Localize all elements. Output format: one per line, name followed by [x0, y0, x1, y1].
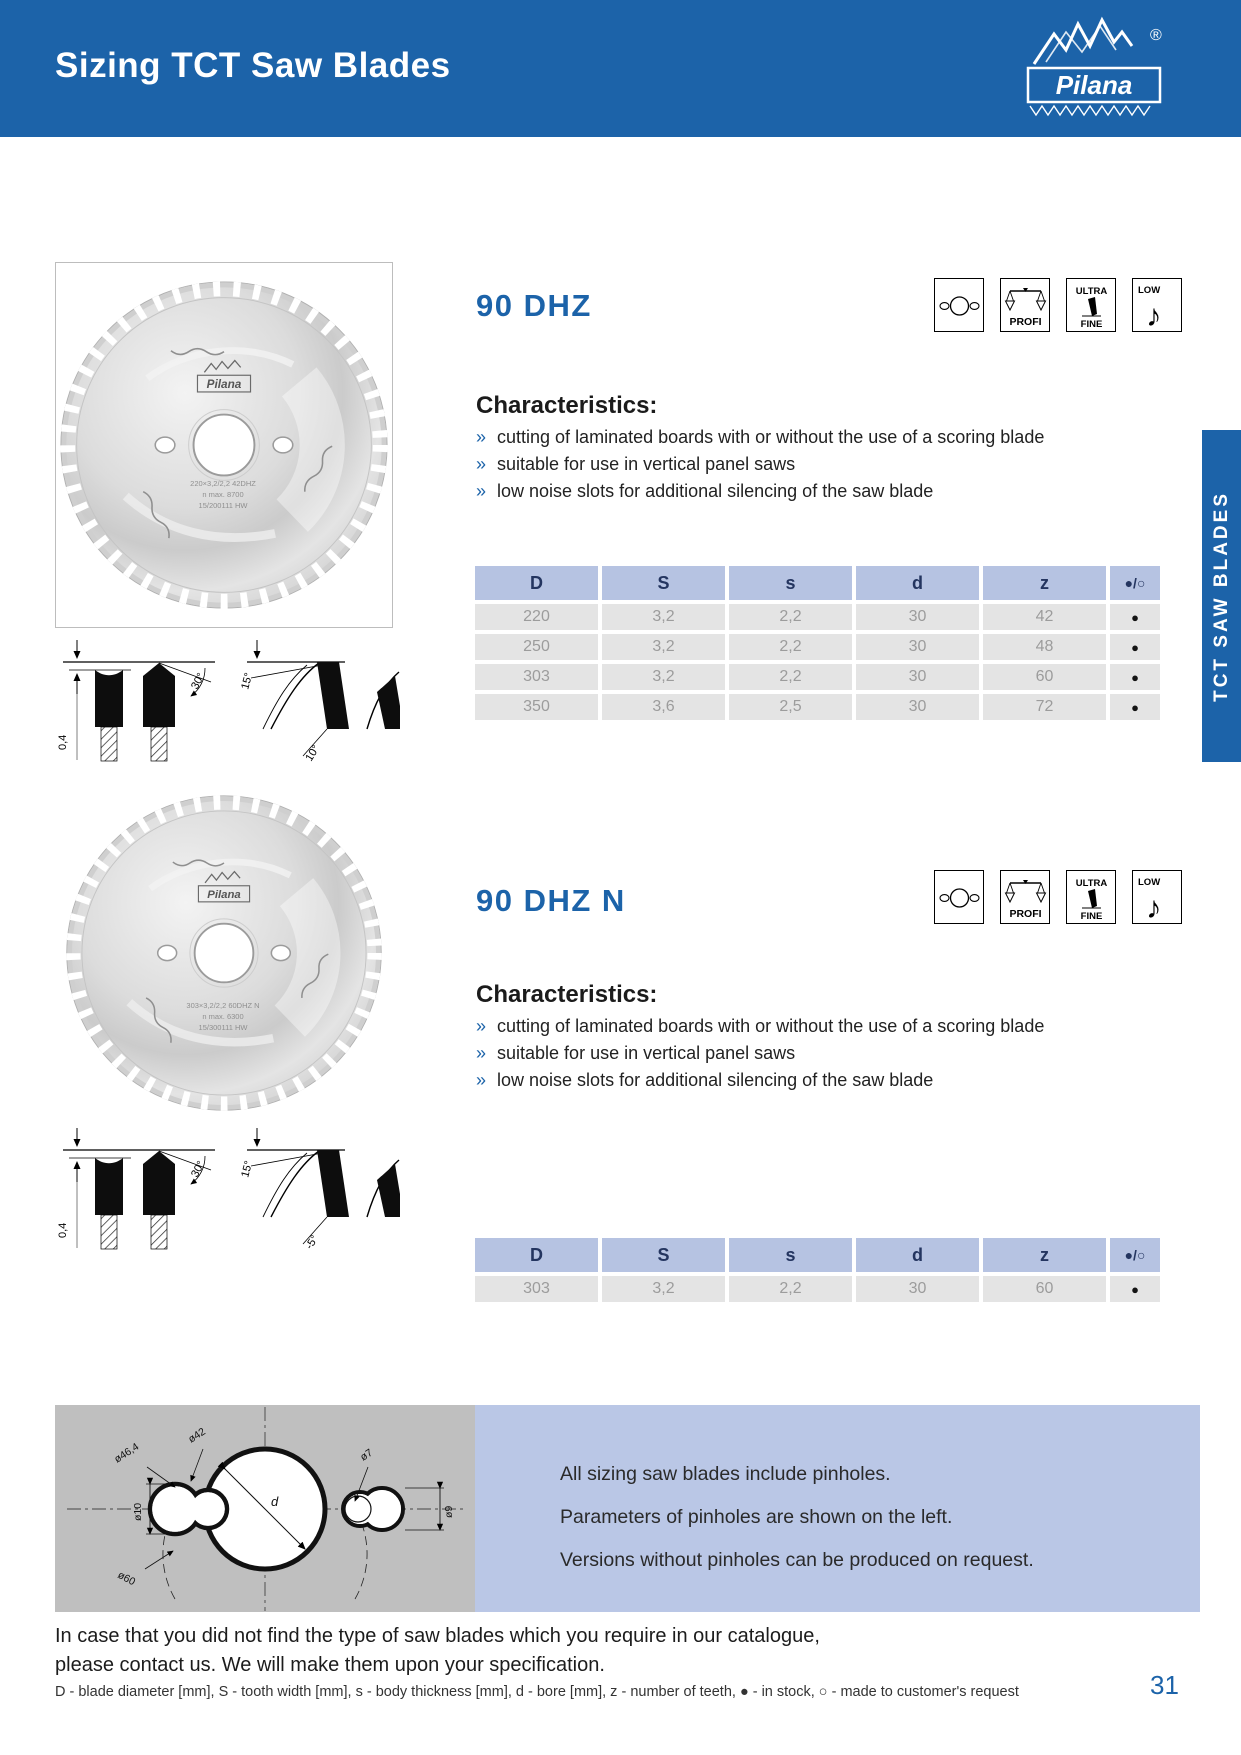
profi-label: PROFI — [1008, 315, 1042, 328]
tooth-geometry-diagram-1 — [55, 632, 400, 774]
cell-z: 48 — [983, 634, 1106, 660]
feature-icons-row-1 — [934, 278, 1182, 332]
blade-marking-line: 303×3,2/2,2 60DHZ N — [186, 1001, 260, 1010]
side-tab-label: TCT SAW BLADES — [1210, 490, 1232, 702]
characteristic-item — [476, 1067, 1044, 1094]
label-bore: d — [271, 1494, 279, 1509]
column-header: z — [983, 1238, 1106, 1272]
cell-stock: ● — [1110, 1276, 1160, 1302]
cell-D: 220 — [475, 604, 598, 630]
cell-z: 60 — [983, 1276, 1106, 1302]
characteristics-title-1: Characteristics: — [476, 392, 658, 419]
cell-stock: ● — [1110, 694, 1160, 720]
music-note-icon: ♪ — [1145, 297, 1161, 330]
column-header: S — [602, 566, 725, 600]
characteristic-item — [476, 424, 1044, 451]
bullet-glyph: » — [476, 1016, 487, 1036]
dim-hook-angle: 15° — [239, 671, 256, 691]
cell-S: 3,2 — [602, 634, 725, 660]
characteristics-list-1 — [476, 424, 1044, 505]
model-heading-90dhzn: 90 DHZ N — [476, 883, 626, 918]
label-dia42: ø42 — [186, 1425, 208, 1446]
dim-hook-angle: 15° — [239, 1159, 256, 1179]
column-header-stock: ●/○ — [1110, 1238, 1160, 1272]
cell-d: 30 — [856, 664, 979, 690]
column-header: S — [602, 1238, 725, 1272]
table-header-row — [475, 566, 1160, 600]
cell-S: 3,2 — [602, 664, 725, 690]
fine-label: FINE — [1080, 910, 1102, 922]
cell-s: 2,2 — [729, 604, 852, 630]
cell-d: 30 — [856, 1276, 979, 1302]
cell-D: 250 — [475, 634, 598, 660]
pilana-logo — [1012, 10, 1182, 120]
cell-S: 3,6 — [602, 694, 725, 720]
model-heading-90dhz: 90 DHZ — [476, 288, 592, 323]
blade-marking-line: n max. 6300 — [202, 1012, 244, 1021]
blade-marking-line: 15/300111 HW — [198, 1023, 248, 1032]
cell-D: 303 — [475, 664, 598, 690]
characteristic-item — [476, 451, 1044, 478]
table-row — [475, 694, 1160, 720]
column-header: z — [983, 566, 1106, 600]
pinhole-info-line: Parameters of pinholes are shown on the left. — [560, 1506, 953, 1528]
bullet-glyph: » — [476, 427, 487, 447]
ultra-fine-badge-icon — [1066, 870, 1116, 924]
low-label: LOW — [1137, 876, 1160, 888]
profi-badge-icon — [1000, 870, 1050, 924]
characteristic-text: low noise slots for additional silencing of the saw blade — [497, 481, 934, 501]
cell-stock: ● — [1110, 634, 1160, 660]
footer-note — [55, 1622, 820, 1680]
column-header: s — [729, 1238, 852, 1272]
column-header: D — [475, 566, 598, 600]
cell-s: 2,5 — [729, 694, 852, 720]
column-header: s — [729, 566, 852, 600]
characteristic-item — [476, 1013, 1044, 1040]
pinhole-diagram — [55, 1405, 475, 1612]
characteristic-text: suitable for use in vertical panel saws — [497, 1043, 796, 1063]
feature-icons-row-2 — [934, 870, 1182, 924]
characteristics-list-2 — [476, 1013, 1044, 1094]
column-header-stock: ●/○ — [1110, 566, 1160, 600]
cell-z: 60 — [983, 664, 1106, 690]
saw-blade-photo-1 — [55, 262, 393, 628]
characteristic-item — [476, 1040, 1044, 1067]
blade-marking-1 — [158, 478, 288, 511]
cell-d: 30 — [856, 634, 979, 660]
pinhole-info-text — [560, 1453, 1034, 1582]
profi-label: PROFI — [1008, 907, 1042, 920]
cell-s: 2,2 — [729, 634, 852, 660]
ultra-fine-badge-icon — [1066, 278, 1116, 332]
music-note-icon: ♪ — [1145, 889, 1161, 922]
saw-blade-image — [57, 792, 391, 1114]
page-header — [0, 0, 1241, 137]
page-number: 31 — [1150, 1670, 1179, 1700]
spec-table-90dhzn — [471, 1234, 1164, 1306]
page-title: Sizing TCT Saw Blades — [55, 46, 451, 85]
footer-note-line: In case that you did not find the type of saw blades which you require in our catalogue, — [55, 1625, 820, 1647]
label-dia60: ø60 — [115, 1569, 138, 1589]
label-dia7: ø7 — [358, 1446, 375, 1464]
table-row — [475, 1276, 1160, 1302]
cell-d: 30 — [856, 604, 979, 630]
label-dia9: ø9 — [443, 1505, 455, 1518]
characteristic-text: cutting of laminated boards with or without the use of a scoring blade — [497, 427, 1045, 447]
characteristics-title-2: Characteristics: — [476, 981, 658, 1008]
saw-blade-image — [57, 264, 391, 626]
dim-bevel-angle: 30° — [189, 671, 208, 692]
blade-marking-line: n max. 8700 — [202, 490, 244, 499]
cell-D: 350 — [475, 694, 598, 720]
brand-name: Pilana — [1055, 70, 1133, 100]
characteristic-text: low noise slots for additional silencing of the saw blade — [497, 1070, 934, 1090]
saw-blade-photo-2 — [57, 792, 391, 1114]
pinhole-info-line: Versions without pinholes can be produced on request. — [560, 1549, 1034, 1571]
low-noise-badge-icon — [1132, 278, 1182, 332]
table-row — [475, 664, 1160, 690]
low-label: LOW — [1137, 284, 1160, 296]
ultra-label: ULTRA — [1075, 285, 1107, 297]
table-header-row — [475, 1238, 1160, 1272]
characteristic-text: cutting of laminated boards with or without the use of a scoring blade — [497, 1016, 1045, 1036]
label-dia46: ø46,4 — [112, 1440, 142, 1466]
cell-s: 2,2 — [729, 664, 852, 690]
cell-S: 3,2 — [602, 604, 725, 630]
blade-marking-line: 15/200111 HW — [198, 501, 248, 510]
cell-stock: ● — [1110, 604, 1160, 630]
footer-legend: D - blade diameter [mm], S - tooth width [mm], s - body thickness [mm], d - bore [mm], z - number of teeth, ● - in stock, ○ - made to customer's request — [55, 1684, 1019, 1700]
pinhole-badge-icon — [934, 278, 984, 332]
low-noise-badge-icon — [1132, 870, 1182, 924]
label-dia10: ø10 — [132, 1502, 144, 1521]
pinhole-info-panel — [475, 1405, 1200, 1612]
side-tab-tct-saw-blades — [1202, 430, 1241, 762]
bullet-glyph: » — [476, 454, 487, 474]
pinhole-badge-icon — [934, 870, 984, 924]
dim-clearance-angle: 10° — [303, 743, 323, 764]
tooth-geometry-diagram-2 — [55, 1120, 400, 1262]
pinhole-diagram-panel — [55, 1405, 475, 1612]
blade-marking-line: 220×3,2/2,2 42DHZ — [190, 479, 256, 488]
registered-mark: ® — [1150, 27, 1162, 44]
cell-S: 3,2 — [602, 1276, 725, 1302]
profi-badge-icon — [1000, 278, 1050, 332]
bullet-glyph: » — [476, 1043, 487, 1063]
fine-label: FINE — [1080, 318, 1102, 330]
pinhole-info-line: All sizing saw blades include pinholes. — [560, 1463, 891, 1485]
column-header: d — [856, 566, 979, 600]
dim-offset: 0,4 — [57, 1222, 69, 1238]
column-header: d — [856, 1238, 979, 1272]
cell-stock: ● — [1110, 664, 1160, 690]
characteristic-text: suitable for use in vertical panel saws — [497, 454, 796, 474]
cell-s: 2,2 — [729, 1276, 852, 1302]
footer-note-line: please contact us. We will make them upon your specification. — [55, 1654, 605, 1676]
bullet-glyph: » — [476, 481, 487, 501]
table-row — [475, 634, 1160, 660]
cell-z: 42 — [983, 604, 1106, 630]
dim-bevel-angle: 30° — [189, 1159, 208, 1180]
dim-offset: 0,4 — [57, 734, 69, 750]
cell-z: 72 — [983, 694, 1106, 720]
table-row — [475, 604, 1160, 630]
characteristic-item — [476, 478, 1044, 505]
cell-d: 30 — [856, 694, 979, 720]
blade-marking-2 — [158, 1000, 288, 1033]
bullet-glyph: » — [476, 1070, 487, 1090]
cell-D: 303 — [475, 1276, 598, 1302]
spec-table-90dhz — [471, 562, 1164, 724]
column-header: D — [475, 1238, 598, 1272]
dim-clearance-angle: -5° — [303, 1233, 322, 1252]
ultra-label: ULTRA — [1075, 877, 1107, 889]
